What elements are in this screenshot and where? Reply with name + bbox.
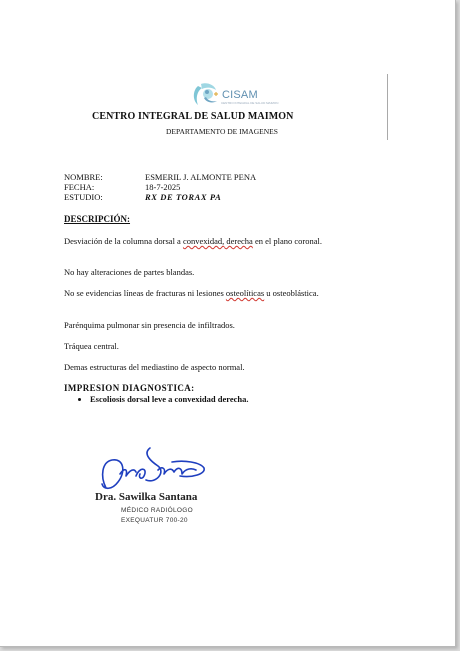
handwritten-signature [96, 440, 211, 494]
name-value: ESMERIL J. ALMONTE PENA [145, 172, 257, 182]
name-label: NOMBRE: [64, 172, 103, 182]
logo-text: CISAM [222, 89, 258, 101]
study-value: RX DE TORAX PA [145, 192, 222, 202]
center-name: CENTRO INTEGRAL DE SALUD MAIMON [92, 111, 294, 122]
description-paragraph-4: Parénquima pulmonar sin presencia de infiltrados. [64, 320, 235, 330]
signature-name: Dra. Sawilka Santana [95, 491, 198, 503]
p1-text: Desviación de la columna dorsal a [64, 236, 183, 246]
description-paragraph-5: Tráquea central. [64, 341, 119, 351]
spellcheck-flag[interactable]: convexidad, [182, 236, 225, 246]
spellcheck-flag[interactable]: derecha [224, 236, 253, 246]
description-heading: DESCRIPCIÓN: [64, 214, 131, 224]
description-paragraph-6: Demas estructuras del mediastino de aspecto normal. [64, 362, 245, 372]
margin-guide-line [387, 74, 388, 140]
impression-list [64, 394, 249, 404]
description-paragraph-1 [64, 236, 364, 246]
p3-text-end: u osteoblástica. [264, 288, 319, 298]
p1-text-end: en el plano coronal. [252, 236, 322, 246]
date-label: FECHA: [64, 182, 95, 192]
description-paragraph-3 [64, 288, 364, 298]
impression-item: • Escoliosis dorsal leve a convexidad derecha. [90, 394, 249, 404]
signature-exequatur: EXEQUATUR 700-20 [121, 517, 188, 524]
p3-text: No se evidencias líneas de fracturas ni lesiones [64, 288, 226, 298]
signature-title: MÉDICO RADIÓLOGO [121, 507, 193, 514]
study-label: ESTUDIO: [64, 192, 103, 202]
impression-heading: IMPRESION DIAGNOSTICA: [64, 383, 195, 393]
logo-subtext: CENTRO INTEGRAL DE SALUD MAIMON [221, 101, 279, 105]
department-name: DEPARTAMENTO DE IMAGENES [166, 127, 278, 136]
date-value: 18-7-2025 [145, 182, 181, 192]
spellcheck-flag[interactable]: osteolíticas [225, 288, 265, 298]
description-paragraph-2: No hay alteraciones de partes blandas. [64, 267, 195, 277]
